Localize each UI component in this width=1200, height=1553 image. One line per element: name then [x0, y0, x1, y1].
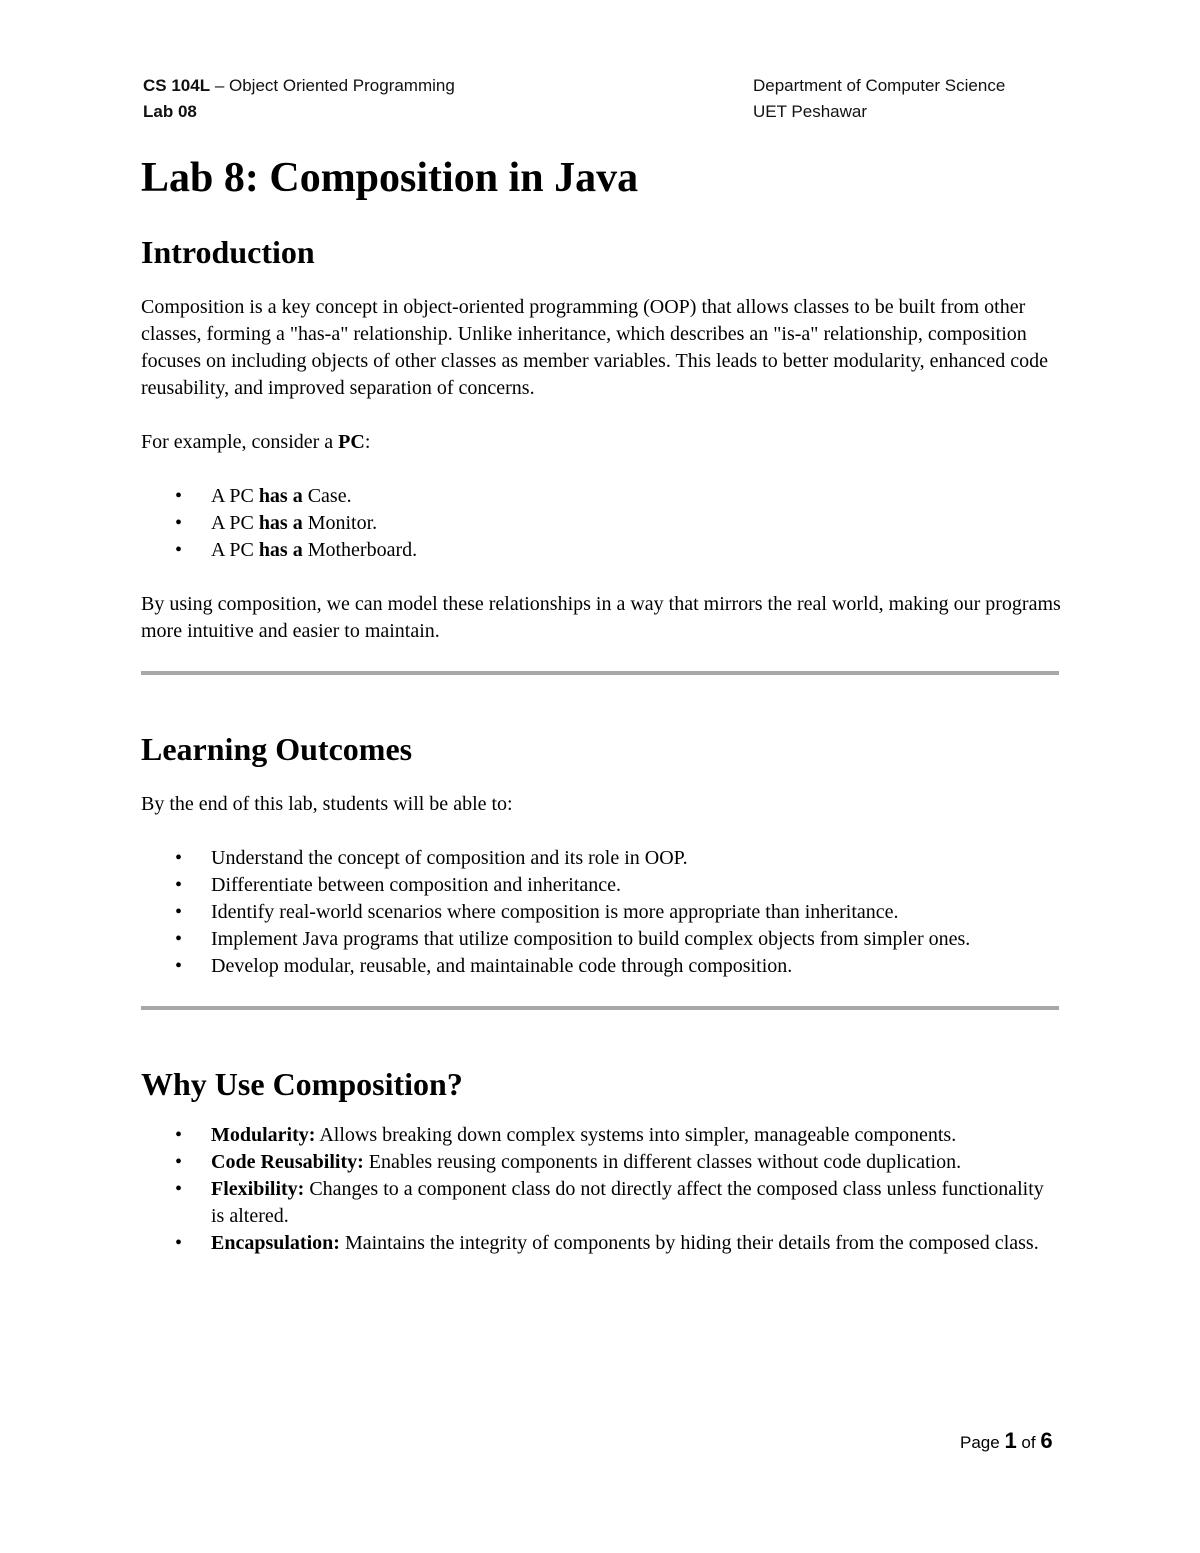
- header-dash: –: [210, 76, 229, 95]
- bullet-icon: •: [175, 512, 183, 534]
- section-divider: [141, 1006, 1059, 1010]
- header-right: [753, 73, 1005, 125]
- list-item: • A PC has a Case.: [141, 483, 1061, 510]
- lab-number: Lab 08: [143, 102, 197, 121]
- list-item: • A PC has a Monitor.: [141, 510, 1061, 537]
- outcomes-heading: Learning Outcomes: [141, 731, 413, 767]
- page-title: Lab 8: Composition in Java: [141, 155, 639, 201]
- section-divider: [141, 671, 1059, 675]
- bullet-icon: •: [175, 901, 183, 923]
- intro-heading: Introduction: [141, 234, 315, 270]
- bullet-icon: •: [175, 1178, 183, 1200]
- list-item: • Encapsulation: Maintains the integrity of components by hiding their details from the composed class.: [141, 1230, 1061, 1257]
- bullet-icon: •: [175, 539, 183, 561]
- bullet-icon: •: [175, 485, 183, 507]
- example-pc: PC: [338, 431, 365, 453]
- page-footer: Page 1 of 6: [960, 1428, 1053, 1453]
- intro-paragraph: Composition is a key concept in object-oriented programming (OOP) that allows classes to be built from other classes, forming a "has-a" relationship. Unlike inheritance, which describes an "is-a" relationship, composition focuses on including objects of other classes as member variables. This leads to better modularity, enhanced code reusability, and improved separation of concerns.: [141, 296, 1048, 399]
- header-left: [143, 73, 455, 125]
- bullet-icon: •: [175, 874, 183, 896]
- main-content: [141, 150, 1061, 1257]
- course-name: Object Oriented Programming: [229, 76, 455, 95]
- pc-list: [141, 483, 1061, 564]
- outcomes-list: [141, 845, 1061, 980]
- department-name: Department of Computer Science: [753, 76, 1006, 95]
- why-heading: Why Use Composition?: [141, 1066, 463, 1102]
- example-line: For example, consider a PC:: [141, 431, 371, 453]
- intro-closing: By using composition, we can model these relationships in a way that mirrors the real world, making our programs more intuitive and easier to maintain.: [141, 593, 1061, 642]
- list-item: • Develop modular, reusable, and maintainable code through composition.: [141, 953, 1061, 980]
- list-item: • Understand the concept of composition and its role in OOP.: [141, 845, 1061, 872]
- list-item: • Flexibility: Changes to a component class do not directly affect the composed class unless functionality is altered.: [175, 1178, 1044, 1227]
- list-item: • Implement Java programs that utilize composition to build complex objects from simpler ones.: [141, 926, 1061, 953]
- why-list: [141, 1122, 1061, 1257]
- outcomes-lead: By the end of this lab, students will be able to:: [141, 793, 513, 815]
- bullet-icon: •: [175, 928, 183, 950]
- list-item: • Differentiate between composition and inheritance.: [141, 872, 1061, 899]
- list-item: • Modularity: Allows breaking down complex systems into simpler, manageable components.: [141, 1122, 1061, 1149]
- bullet-icon: •: [175, 955, 183, 977]
- page-total: 6: [1040, 1428, 1053, 1453]
- list-item: • Code Reusability: Enables reusing components in different classes without code duplication.: [141, 1149, 1061, 1176]
- course-code: CS 104L: [143, 76, 211, 95]
- page-number: 1: [1004, 1428, 1017, 1453]
- list-item: • Identify real-world scenarios where composition is more appropriate than inheritance.: [141, 899, 1061, 926]
- bullet-icon: •: [175, 1151, 183, 1173]
- bullet-icon: •: [175, 1124, 183, 1146]
- bullet-icon: •: [175, 1232, 183, 1254]
- university-name: UET Peshawar: [753, 102, 868, 121]
- bullet-icon: •: [175, 847, 183, 869]
- list-item: • A PC has a Motherboard.: [141, 537, 1061, 564]
